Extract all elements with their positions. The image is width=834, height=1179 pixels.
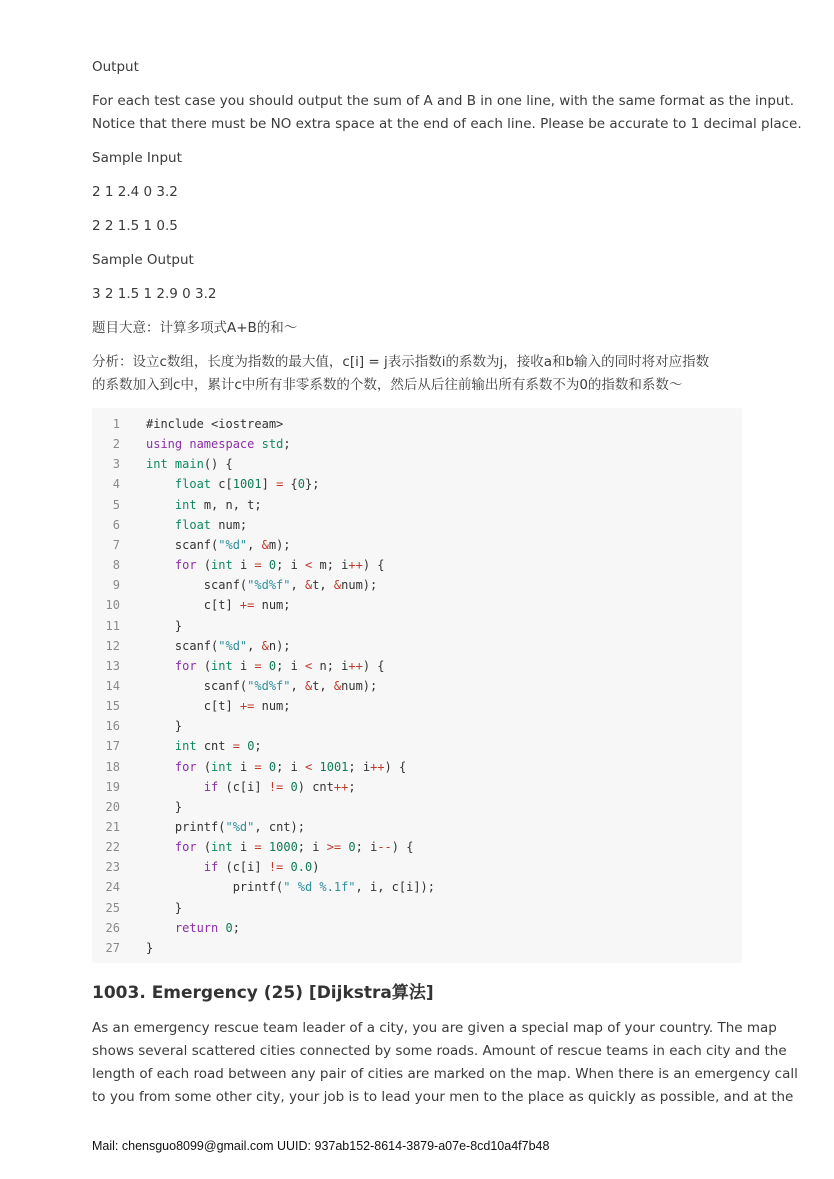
- line-number: 18: [105, 759, 120, 774]
- analysis-line-2: 的系数加入到c中，累计c中所有非零系数的个数，然后从后往前输出所有系数不为0的指数和系数～: [92, 377, 683, 393]
- line-number: 3: [112, 457, 120, 472]
- line-number: 9: [112, 578, 120, 593]
- code-line: [92, 575, 742, 595]
- code-line: [92, 414, 742, 434]
- code-line: [92, 434, 742, 454]
- line-number: 19: [105, 779, 120, 794]
- code-text: if (c[i] != 0) cnt++;: [203, 779, 356, 794]
- sample-output-title: Sample Output: [92, 252, 194, 268]
- code-line: [92, 898, 742, 918]
- line-number: 22: [105, 840, 120, 855]
- code-text: float c[1001] = {0};: [174, 477, 320, 492]
- code-text: printf("%d", cnt);: [146, 820, 305, 834]
- code-text: if (c[i] != 0.0): [203, 860, 320, 875]
- code-line: [92, 777, 742, 797]
- line-number: 27: [105, 940, 120, 955]
- code-line: [92, 736, 742, 756]
- code-text: int m, n, t;: [174, 497, 262, 512]
- output-title: Output: [92, 59, 139, 75]
- code-line: [92, 454, 742, 474]
- code-text: using namespace std;: [146, 437, 291, 452]
- code-block: [92, 408, 742, 963]
- analysis-line-1: 分析：设立c数组，长度为指数的最大值，c[i] = j表示指数i的系数为j，接收a和b输入的同时将对应指数: [92, 354, 710, 370]
- line-number: 26: [105, 920, 120, 935]
- code-text: for (int i = 0; i < n; i++) {: [174, 658, 385, 673]
- section-heading: 1003. Emergency (25) [Dijkstra算法]: [92, 983, 434, 1003]
- line-number: 17: [105, 739, 120, 754]
- code-line: [92, 797, 742, 817]
- code-text: }: [146, 940, 154, 955]
- line-number: 11: [105, 618, 120, 633]
- sample-output-line-1: 3 2 1.5 1 2.9 0 3.2: [92, 286, 217, 302]
- output-description-line-2: Notice that there must be NO extra space at the end of each line. Please be accurate to 1 decimal place.: [92, 116, 802, 132]
- code-text: float num;: [174, 517, 248, 532]
- sample-input-line-2: 2 2 1.5 1 0.5: [92, 218, 178, 234]
- line-number: 23: [105, 860, 120, 875]
- line-number: 1: [112, 417, 120, 431]
- code-line: [92, 474, 742, 494]
- code-text: int cnt = 0;: [174, 739, 262, 754]
- code-line: [92, 757, 742, 777]
- code-line: [92, 716, 742, 736]
- code-line: [92, 535, 742, 555]
- line-number: 6: [112, 517, 120, 532]
- code-text: scanf("%d%f", &t, &num);: [146, 678, 378, 693]
- line-number: 4: [112, 477, 120, 492]
- code-text: for (int i = 1000; i >= 0; i--) {: [174, 840, 414, 855]
- code-line: [92, 495, 742, 515]
- line-number: 7: [112, 537, 120, 552]
- code-line: [92, 616, 742, 636]
- code-text: int main() {: [146, 457, 233, 472]
- code-text: scanf("%d", &n);: [146, 638, 291, 653]
- code-text: }: [146, 618, 183, 633]
- code-text: c[t] += num;: [146, 598, 291, 613]
- line-number: 20: [105, 799, 120, 814]
- code-line: [92, 636, 742, 656]
- code-line: [92, 555, 742, 575]
- code-text: }: [146, 799, 183, 814]
- footer-mail-uuid: Mail: chensguo8099@gmail.com UUID: 937ab152-8614-3879-a07e-8cd10a4f7b48: [92, 1139, 550, 1153]
- sample-input-title: Sample Input: [92, 150, 182, 166]
- code-text: for (int i = 0; i < 1001; i++) {: [174, 759, 407, 774]
- code-text: scanf("%d%f", &t, &num);: [146, 578, 378, 593]
- line-number: 5: [112, 497, 120, 512]
- code-line: [92, 656, 742, 676]
- code-line: [92, 857, 742, 877]
- line-number: 8: [112, 558, 120, 573]
- code-line: [92, 676, 742, 696]
- line-number: 21: [105, 820, 120, 834]
- line-number: 14: [105, 678, 120, 693]
- code-text: for (int i = 0; i < m; i++) {: [174, 558, 385, 573]
- code-line: [92, 595, 742, 615]
- line-number: 12: [105, 638, 120, 653]
- code-line: [92, 817, 742, 837]
- section-body-line-2: shows several scattered cities connected by some roads. Amount of rescue teams in each city and the: [92, 1043, 787, 1059]
- code-line: [92, 696, 742, 716]
- code-text: scanf("%d", &m);: [146, 537, 291, 552]
- line-number: 13: [105, 658, 120, 673]
- problem-summary: 题目大意：计算多项式A+B的和～: [92, 320, 298, 336]
- code-line: [92, 938, 742, 958]
- code-text: printf(" %d %.1f", i, c[i]);: [146, 880, 436, 895]
- line-number: 24: [105, 880, 120, 895]
- code-text: return 0;: [174, 920, 240, 935]
- line-number: 25: [105, 900, 120, 915]
- code-line: [92, 837, 742, 857]
- output-description-line-1: For each test case you should output the sum of A and B in one line, with the same format as the input.: [92, 93, 795, 109]
- sample-input-line-1: 2 1 2.4 0 3.2: [92, 184, 178, 200]
- code-text: }: [146, 900, 183, 915]
- code-text: }: [146, 719, 183, 734]
- line-number: 16: [105, 719, 120, 734]
- section-body-line-3: length of each road between any pair of cities are marked on the map. When there is an emergency call: [92, 1066, 798, 1082]
- code-line: [92, 918, 742, 938]
- line-number: 2: [112, 437, 120, 452]
- code-text: #include <iostream>: [146, 417, 284, 431]
- line-number: 10: [105, 598, 120, 613]
- code-text: c[t] += num;: [146, 699, 291, 714]
- code-line: [92, 877, 742, 897]
- code-line: [92, 515, 742, 535]
- line-number: 15: [105, 699, 120, 714]
- section-body-line-4: to you from some other city, your job is to lead your men to the place as quickly as possible, and at the: [92, 1089, 794, 1105]
- section-body-line-1: As an emergency rescue team leader of a city, you are given a special map of your country. The map: [92, 1020, 777, 1036]
